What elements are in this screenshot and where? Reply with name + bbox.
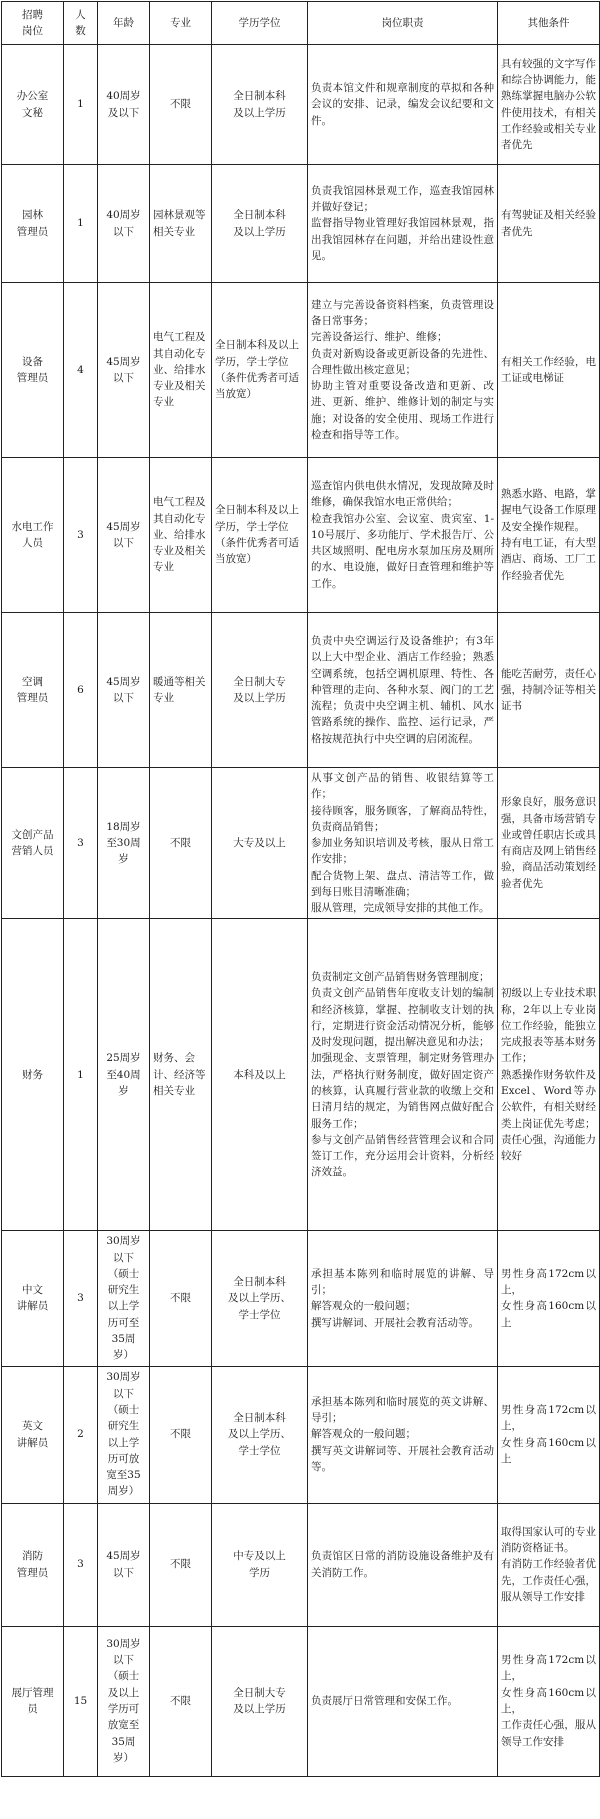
cell-other: 男性身高172cm以上， 女性身高160cm以上: [498, 1366, 600, 1503]
header-position: 招聘 岗位: [2, 2, 64, 45]
cell-age: 45周岁 以下: [98, 613, 150, 768]
recruitment-table: [1, 1, 600, 1777]
cell-duties: 负责制定文创产品销售财务管理制度； 负责文创产品销售年度收支计划的编制和经济核算，掌握、控制收支计划的执行，定期进行资金活动情况分析，能够及时发现问题，提出解决意见和办法； 加强现金、支票管理，制定财务管理办法，严格执行财务制度，做好固定资产的核算，认真履行营业款的收缴上交和日清月结的规定，为销售网点做好配合服务工作； 参与文创产品销售经营管理会议和合同签订工作，充分运用会计资料，分析经济效益。: [308, 919, 498, 1231]
cell-duties: 承担基本陈列和临时展览的讲解、导引； 解答观众的一般问题； 撰写讲解词、开展社会教育活动等。: [308, 1231, 498, 1366]
cell-duties: 负责我馆园林景观工作，巡查我馆园林并做好登记； 监督指导物业管理好我馆园林景观，指出我馆园林存在问题，并给出建设性意见。: [308, 165, 498, 283]
cell-position: 消防 管理员: [2, 1503, 64, 1626]
table-row: [2, 45, 600, 165]
cell-major: 电气工程及其自动化专业、给排水专业及相关专业: [150, 458, 212, 613]
cell-other: 取得国家认可的专业消防资格证书。 有消防工作经验者优先，工作责任心强，服从领导工作安排: [498, 1503, 600, 1626]
header-duties: 岗位职责: [308, 2, 498, 45]
cell-duties: 巡查馆内供电供水情况，发现故障及时维修，确保我馆水电正常供给； 检查我馆办公室、会议室、贵宾室、1-10号展厅、多功能厅、学术报告厅、公共区域照明、配电房水泵加压房及厕所的水、电设施，做好日查管理和维护等工作。: [308, 458, 498, 613]
cell-age: 25周岁 至40周 岁: [98, 919, 150, 1231]
header-age: 年龄: [98, 2, 150, 45]
cell-education: 全日制本科 及以上学历、 学士学位: [212, 1231, 308, 1366]
header-education: 学历学位: [212, 2, 308, 45]
cell-age: 40周岁 以下: [98, 165, 150, 283]
cell-count: 15: [64, 1626, 98, 1776]
cell-duties: 承担基本陈列和临时展览的英文讲解、导引； 解答观众的一般问题； 撰写英文讲解词等、开展社会教育活动等。: [308, 1366, 498, 1503]
table-row: [2, 1503, 600, 1626]
cell-count: 3: [64, 768, 98, 919]
cell-major: 不限: [150, 1231, 212, 1366]
cell-age: 30周岁 以下 （硕士 研究生 以上学 历可放 宽至35 周岁）: [98, 1366, 150, 1503]
cell-education: 大专及以上: [212, 768, 308, 919]
cell-position: 中文 讲解员: [2, 1231, 64, 1366]
cell-count: 2: [64, 1366, 98, 1503]
cell-duties: 从事文创产品的销售、收银结算等工作； 接待顾客，服务顾客，了解商品特性，负责商品销售； 参加业务知识培训及考核，服从日常工作安排； 配合货物上架、盘点、清洁等工作，做到每日账目清晰准确； 服从管理，完成领导安排的其他工作。: [308, 768, 498, 919]
cell-education: 本科及以上: [212, 919, 308, 1231]
cell-age: 40周岁 及以下: [98, 45, 150, 165]
cell-age: 30周岁 以下 （硕士 研究生 以上学 历可至 35周 岁）: [98, 1231, 150, 1366]
cell-position: 空调 管理员: [2, 613, 64, 768]
cell-count: 3: [64, 1503, 98, 1626]
cell-duties: 负责馆区日常的消防设施设备维护及有关消防工作。: [308, 1503, 498, 1626]
header-major: 专业: [150, 2, 212, 45]
cell-position: 园林 管理员: [2, 165, 64, 283]
cell-education: 全日制本科及以上学历，学士学位（条件优秀者可适当放宽）: [212, 458, 308, 613]
cell-major: 不限: [150, 1626, 212, 1776]
cell-other: 有驾驶证及相关经验者优先: [498, 165, 600, 283]
cell-major: 不限: [150, 45, 212, 165]
cell-position: 财务: [2, 919, 64, 1231]
cell-education: 中专及以上 学历: [212, 1503, 308, 1626]
cell-position: 办公室 文秘: [2, 45, 64, 165]
cell-position: 水电工作 人员: [2, 458, 64, 613]
table-row: [2, 1626, 600, 1776]
cell-age: 45周岁 以下: [98, 1503, 150, 1626]
cell-education: 全日制大专 及以上学历: [212, 1626, 308, 1776]
cell-age: 30周岁 以下 （硕士 及以上 学历可 放宽至 35周 岁）: [98, 1626, 150, 1776]
cell-major: 财务、会计、经济等相关专业: [150, 919, 212, 1231]
cell-position: 英文 讲解员: [2, 1366, 64, 1503]
cell-major: 不限: [150, 768, 212, 919]
cell-education: 全日制本科及以上学历，学士学位（条件优秀者可适当放宽）: [212, 283, 308, 458]
cell-duties: 负责本馆文件和规章制度的草拟和各种会议的安排、记录，编发会议纪要和文件。: [308, 45, 498, 165]
table-row: [2, 613, 600, 768]
cell-position: 文创产品 营销人员: [2, 768, 64, 919]
cell-education: 全日制大专 及以上学历: [212, 613, 308, 768]
cell-major: 不限: [150, 1503, 212, 1626]
cell-other: 具有较强的文字写作和综合协调能力，能熟练掌握电脑办公软件使用技术，有相关工作经验或相关专业者优先: [498, 45, 600, 165]
cell-count: 4: [64, 283, 98, 458]
cell-position: 设备 管理员: [2, 283, 64, 458]
cell-education: 全日制本科 及以上学历: [212, 165, 308, 283]
cell-other: 男性身高172cm以上， 女性身高160cm以上， 工作责任心强，服从领导工作安排: [498, 1626, 600, 1776]
table-row: [2, 458, 600, 613]
table-row: [2, 1231, 600, 1366]
table-row: [2, 919, 600, 1231]
cell-duties: 负责中央空调运行及设备维护；有3年以上大中型企业、酒店工作经验；熟悉空调系统，包括空调机原理、特性、各种管理的走向、各种水泵、阀门的工艺流程；负责中央空调主机、辅机、风水管路系统的操作、监控、运行记录，严格按规范执行中央空调的启闭流程。: [308, 613, 498, 768]
cell-count: 3: [64, 458, 98, 613]
cell-major: 暖通等相关专业: [150, 613, 212, 768]
cell-other: 熟悉水路、电路，掌握电气设备工作原理及安全操作规程。 持有电工证，有大型酒店、商场、工厂工作经验者优先: [498, 458, 600, 613]
cell-major: 不限: [150, 1366, 212, 1503]
table-body: [2, 45, 600, 1777]
cell-duties: 建立与完善设备资料档案，负责管理设备日常事务； 完善设备运行、维护、维修； 负责对新购设备或更新设备的先进性、合理性做出核定意见； 协助主管对重要设备改造和更新、改进、更新、维护、维修计划的制定与实施；对设备的安全使用、现场工作进行检查和指导等工作。: [308, 283, 498, 458]
cell-education: 全日制本科 及以上学历: [212, 45, 308, 165]
cell-count: 1: [64, 45, 98, 165]
header-row: [2, 2, 600, 45]
cell-other: 初级以上专业技术职称，2年以上专业岗位工作经验，能独立完成报表等基本财务工作； 熟悉操作财务软件及Excel、Word等办公软件，有相关财经类上岗证优先考虑； 责任心强，沟通能力较好: [498, 919, 600, 1231]
table-header: [2, 2, 600, 45]
table-row: [2, 165, 600, 283]
cell-age: 45周岁 以下: [98, 283, 150, 458]
cell-duties: 负责展厅日常管理和安保工作。: [308, 1626, 498, 1776]
table-row: [2, 768, 600, 919]
cell-count: 6: [64, 613, 98, 768]
cell-age: 18周岁 至30周 岁: [98, 768, 150, 919]
table-row: [2, 283, 600, 458]
cell-count: 1: [64, 919, 98, 1231]
cell-age: 45周岁 以下: [98, 458, 150, 613]
table-row: [2, 1366, 600, 1503]
cell-major: 园林景观等相关专业: [150, 165, 212, 283]
header-count: 人 数: [64, 2, 98, 45]
cell-other: 形象良好，服务意识强，具备市场营销专业或曾任职店长或具有商店及网上销售经验，商品活动策划经验者优先: [498, 768, 600, 919]
header-other: 其他条件: [498, 2, 600, 45]
cell-other: 男性身高172cm以上， 女性身高160cm以上: [498, 1231, 600, 1366]
cell-other: 有相关工作经验，电工证或电梯证: [498, 283, 600, 458]
cell-position: 展厅管理 员: [2, 1626, 64, 1776]
cell-count: 1: [64, 165, 98, 283]
cell-education: 全日制本科 及以上学历、 学士学位: [212, 1366, 308, 1503]
cell-major: 电气工程及其自动化专业、给排水专业及相关专业: [150, 283, 212, 458]
cell-other: 能吃苦耐劳，责任心强，持制冷证等相关证书: [498, 613, 600, 768]
cell-count: 3: [64, 1231, 98, 1366]
